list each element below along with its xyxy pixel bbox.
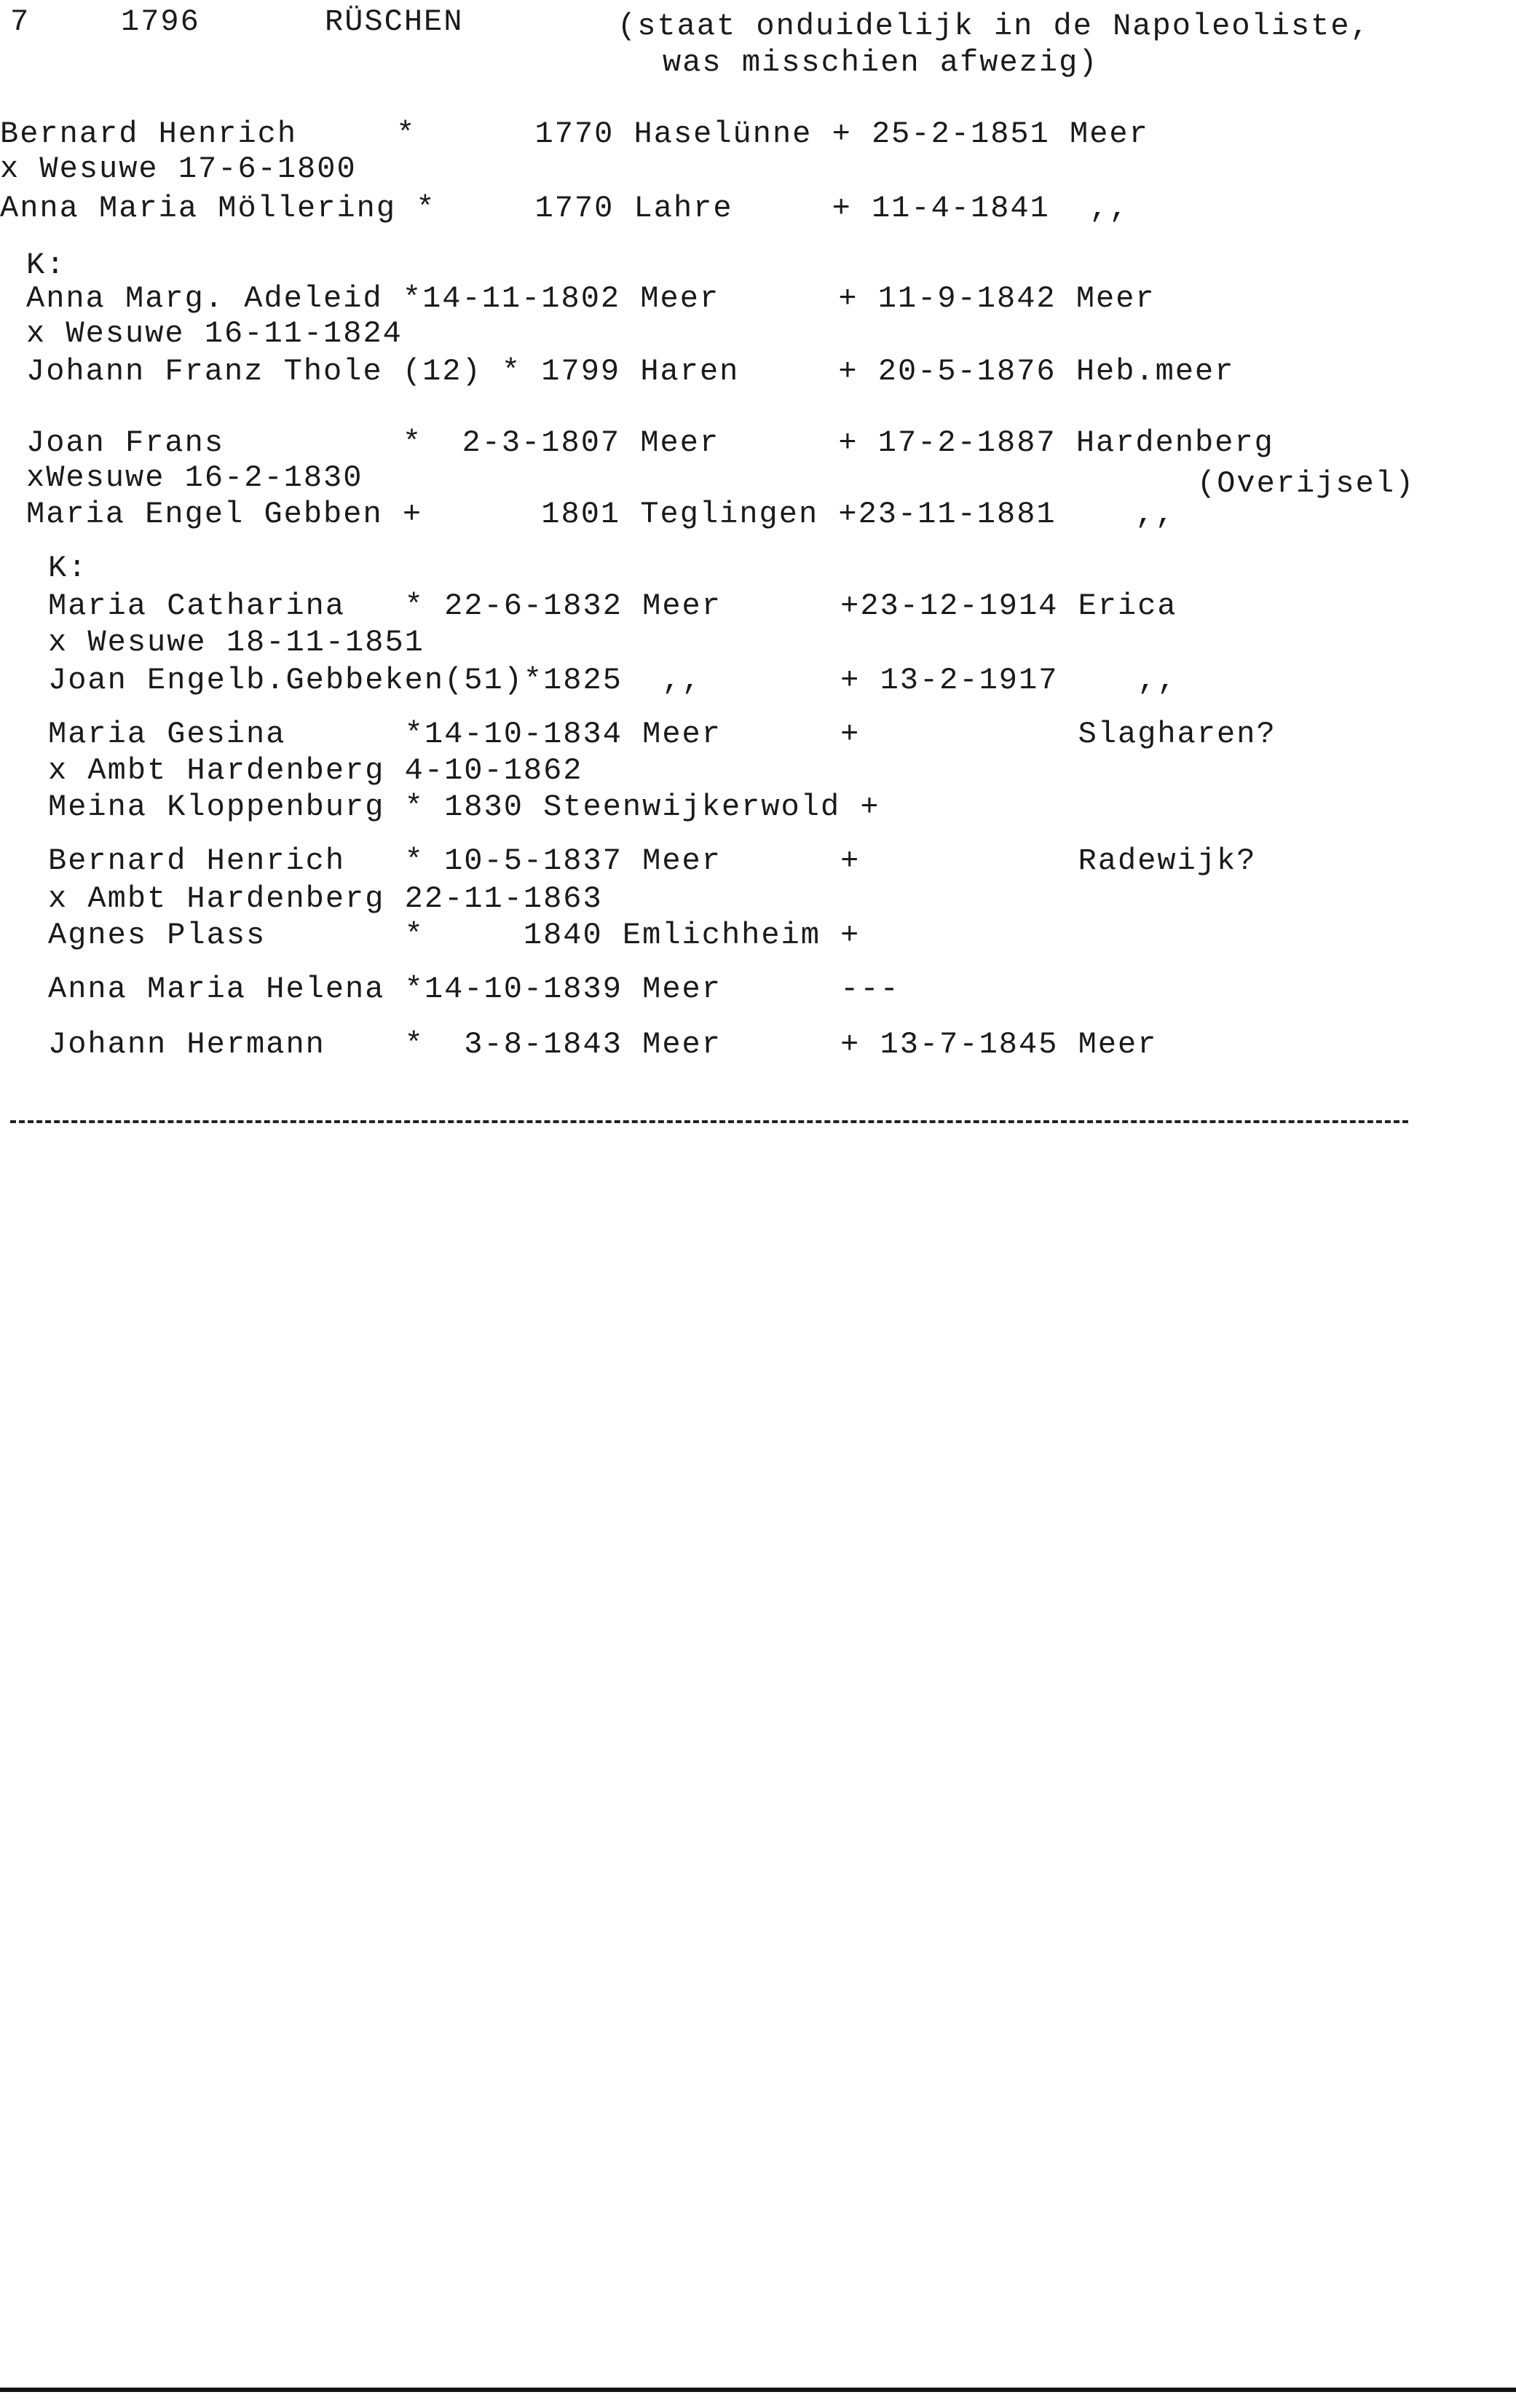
mother-line: Anna Maria Möllering * 1770 Lahre + 11-4-1841 ,, — [0, 191, 1129, 226]
children-label: K: — [48, 551, 88, 586]
grandchild-marriage-line: x Ambt Hardenberg 4-10-1862 — [48, 753, 583, 788]
grandchild-line: Maria Catharina * 22-6-1832 Meer +23-12-1914 Erica — [48, 589, 1177, 623]
place-note: (Overijsel) — [1197, 466, 1416, 501]
spouse-line: Johann Franz Thole (12) * 1799 Haren + 20-5-1876 Heb.meer — [26, 354, 1235, 389]
spouse-line: Maria Engel Gebben + 1801 Teglingen +23-11-1881 ,, — [26, 497, 1175, 532]
dashed-separator — [10, 1120, 1408, 1123]
child-marriage-line: xWesuwe 16-2-1830 — [26, 460, 363, 495]
children-label: K: — [26, 248, 66, 283]
grandchild-line: Maria Gesina *14-10-1834 Meer + Slagharen? — [48, 717, 1276, 752]
grandchild-marriage-line: x Wesuwe 18-11-1851 — [48, 625, 425, 660]
bottom-rule — [0, 2388, 1516, 2392]
child-marriage-line: x Wesuwe 16-11-1824 — [26, 316, 403, 351]
header-note-line-2: was misschien afwezig) — [663, 45, 1099, 80]
entry-year: 1796 — [121, 4, 200, 39]
parents-marriage-line: x Wesuwe 17-6-1800 — [0, 152, 357, 186]
entry-number: 7 — [10, 4, 31, 39]
grandchild-line: Anna Maria Helena *14-10-1839 Meer --- — [48, 972, 900, 1007]
header-note-line-1: (staat onduidelijk in de Napoleoliste, — [617, 9, 1370, 44]
child-line: Anna Marg. Adeleid *14-11-1802 Meer + 11-9-1842 Meer — [26, 281, 1156, 316]
child-line: Joan Frans * 2-3-1807 Meer + 17-2-1887 Hardenberg — [26, 425, 1274, 460]
grandchild-spouse-line: Meina Kloppenburg * 1830 Steenwijkerwold + — [48, 790, 880, 825]
grandchild-marriage-line: x Ambt Hardenberg 22-11-1863 — [48, 881, 603, 916]
father-line: Bernard Henrich * 1770 Haselünne + 25-2-1851 Meer — [0, 117, 1149, 152]
entry-surname: RÜSCHEN — [325, 4, 464, 39]
grandchild-spouse-line: Agnes Plass * 1840 Emlichheim + — [48, 918, 861, 953]
grandchild-line: Johann Hermann * 3-8-1843 Meer + 13-7-1845 Meer — [48, 1027, 1158, 1062]
grandchild-line: Bernard Henrich * 10-5-1837 Meer + Radewijk? — [48, 843, 1257, 878]
grandchild-spouse-line: Joan Engelb.Gebbeken(51)*1825 ,, + 13-2-1917 ,, — [48, 663, 1177, 698]
